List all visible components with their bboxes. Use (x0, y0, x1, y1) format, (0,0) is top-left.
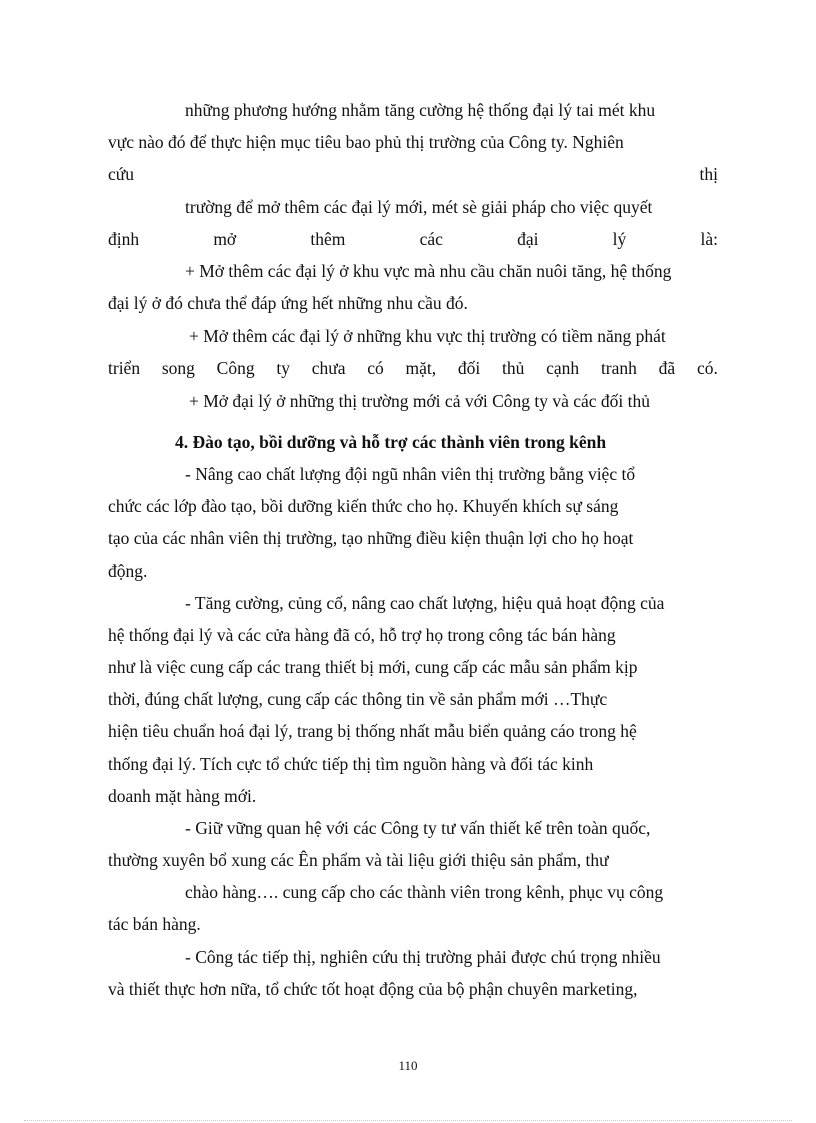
text-line: - Giữ vững quan hệ với các Công ty tư vấn thiết kế trên toàn quốc, (185, 818, 651, 838)
word: thị (699, 164, 718, 184)
footer-divider (24, 1120, 792, 1121)
word: tranh (600, 358, 637, 378)
word: thêm (310, 229, 346, 249)
text-line: đại lý ở đó chưa thể đáp ứng hết những nhu cầu đó. (108, 293, 468, 313)
text-line: - Tăng cường, củng cố, nâng cao chất lượng, hiệu quả hoạt động của (185, 593, 665, 613)
text-line: như là việc cung cấp các trang thiết bị mới, cung cấp các mẫu sản phẩm kịp (108, 657, 638, 677)
word: định (108, 229, 140, 249)
text-line: hệ thống đại lý và các cửa hàng đã có, hỗ trợ họ trong công tác bán hàng (108, 625, 616, 645)
word: đại (517, 229, 539, 249)
text-line: doanh mặt hàng mới. (108, 786, 257, 806)
text-line: và thiết thực hơn nữa, tổ chức tốt hoạt động của bộ phận chuyên marketing, (108, 979, 638, 999)
word: các (419, 229, 443, 249)
text-line: chức các lớp đào tạo, bồi dưỡng kiến thức cho họ. Khuyến khích sự sáng (108, 496, 619, 516)
text-line: trường để mở thêm các đại lý mới, mét sè giải pháp cho việc quyết (185, 197, 653, 217)
text-line-justified (108, 357, 718, 379)
text-line: hiện tiêu chuẩn hoá đại lý, trang bị thống nhất mẫu biển quảng cáo trong hệ (108, 721, 637, 741)
text-line: + Mở thêm các đại lý ở khu vực mà nhu cầu chăn nuôi tăng, hệ thống (185, 261, 672, 281)
word: đã (658, 358, 676, 378)
word: đối (457, 358, 481, 378)
text-line: - Nâng cao chất lượng đội ngũ nhân viên thị trường bằng việc tổ (185, 464, 636, 484)
word: lý (612, 229, 627, 249)
word: song (161, 358, 195, 378)
text-line: thường xuyên bổ xung các Ên phẩm và tài liệu giới thiệu sản phẩm, thư (108, 850, 609, 870)
text-line-justified (108, 228, 718, 250)
word: mở (213, 229, 237, 249)
word: ty (276, 358, 290, 378)
text-line: + Mở thêm các đại lý ở những khu vực thị trường có tiềm năng phát (189, 326, 666, 346)
word: là: (700, 229, 718, 249)
text-line: + Mở đại lý ở những thị trường mới cả với Công ty và các đối thủ (189, 391, 651, 411)
word: Công (216, 358, 255, 378)
text-line: thời, đúng chất lượng, cung cấp các thông tin về sản phẩm mới …Thực (108, 689, 608, 709)
text-line: tạo của các nhân viên thị trường, tạo những điều kiện thuận lợi cho họ hoạt (108, 528, 634, 548)
word: cứu (108, 164, 135, 184)
text-line: vực nào đó để thực hiện mục tiêu bao phủ thị trường của Công ty. Nghiên (108, 132, 624, 152)
word: có (367, 358, 384, 378)
page-number: 110 (398, 1058, 418, 1073)
text-line: - Công tác tiếp thị, nghiên cứu thị trường phải được chú trọng nhiều (185, 947, 661, 967)
text-line-justified (108, 163, 718, 185)
text-line: thống đại lý. Tích cực tổ chức tiếp thị tìm nguồn hàng và đối tác kinh (108, 754, 594, 774)
text-line: chào hàng…. cung cấp cho các thành viên trong kênh, phục vụ công (185, 882, 664, 902)
word: cạnh (546, 358, 580, 378)
word: chưa (311, 358, 346, 378)
word: có. (696, 358, 718, 378)
word: mặt, (405, 358, 437, 378)
word: thủ (502, 358, 525, 378)
text-line: tác bán hàng. (108, 914, 201, 934)
text-line: những phương hướng nhằm tăng cường hệ thống đại lý tai mét khu (185, 100, 656, 120)
text-line: động. (108, 561, 148, 581)
section-heading: 4. Đào tạo, bồi dưỡng và hỗ trợ các thành viên trong kênh (175, 432, 607, 452)
word: triển (108, 358, 141, 378)
